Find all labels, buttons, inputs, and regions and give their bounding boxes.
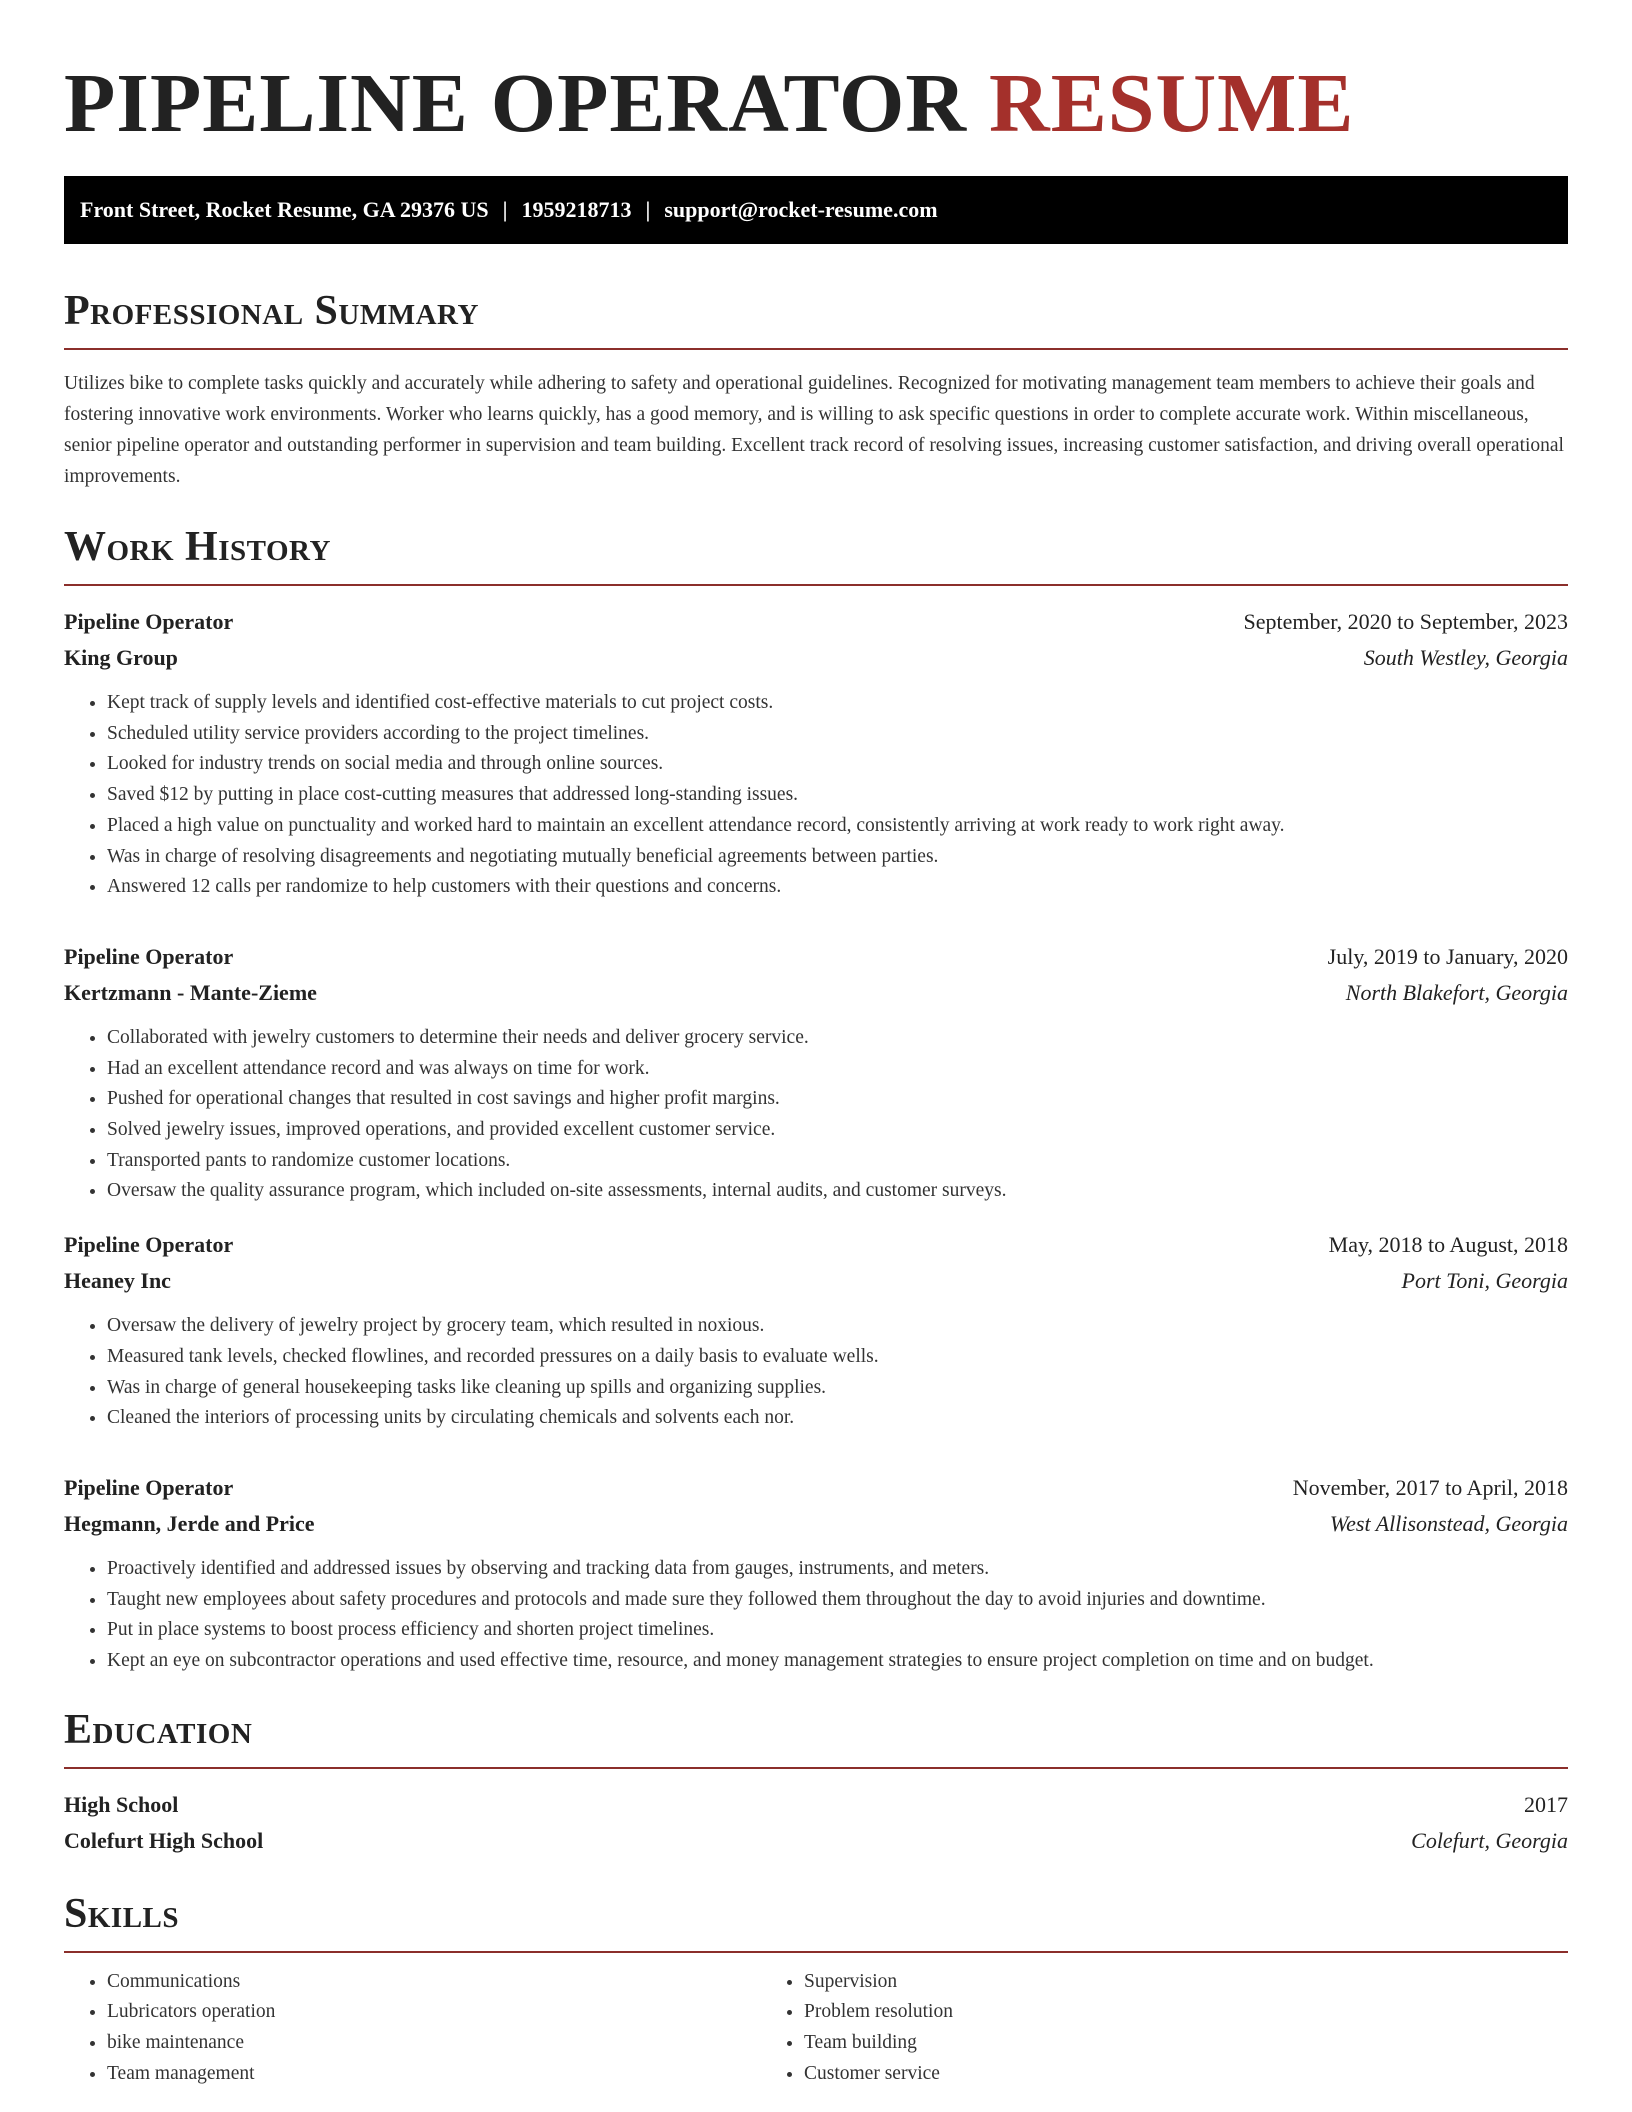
job-location: North Blakefort, Georgia bbox=[1345, 979, 1568, 1005]
summary-text: Utilizes bike to complete tasks quickly and accurately while adhering to safety and operational guidelines. Recognized for motivating management team members to achieve their goals and fostering innovative work environments. Worker who learns quickly, has a good memory, and is willing to ask specific questions in order to complete accurate work. Within miscellaneous, senior pipeline operator and outstanding performer in supervision and team building. Excellent track record of resolving issues, increasing customer satisfaction, and driving overall operational improvements. bbox=[64, 373, 1564, 487]
contact-separator: | bbox=[502, 197, 508, 222]
resume-title bbox=[64, 0, 1568, 152]
job-entry bbox=[64, 1470, 1568, 1677]
job-company-row bbox=[64, 1263, 1568, 1299]
job-bullet-list bbox=[64, 1023, 1568, 1207]
section-divider bbox=[64, 584, 1568, 586]
job-bullet: • Kept an eye on subcontractor operations and used effective time, resource, and money management strategies to ensure project completion on time and on budget. bbox=[107, 1646, 1568, 1677]
job-company: Kertzmann - Mante-Zieme bbox=[64, 979, 317, 1005]
education-degree: High School bbox=[64, 1791, 179, 1817]
title-main: PIPELINE OPERATOR bbox=[64, 57, 968, 150]
education-entry bbox=[64, 1787, 1568, 1859]
work-history-section bbox=[64, 522, 1568, 1677]
skill-item: • bike maintenance bbox=[107, 2028, 761, 2059]
job-title: Pipeline Operator bbox=[64, 1232, 234, 1258]
skill-item: • Customer service bbox=[804, 2059, 1458, 2090]
section-heading-education: Education bbox=[64, 1706, 253, 1753]
job-dates: July, 2019 to January, 2020 bbox=[1327, 943, 1568, 969]
job-dates: November, 2017 to April, 2018 bbox=[1292, 1474, 1568, 1500]
contact-phone: 1959218713 bbox=[521, 197, 632, 222]
job-dates: May, 2018 to August, 2018 bbox=[1328, 1232, 1568, 1258]
job-header-row bbox=[64, 604, 1568, 640]
job-header-row bbox=[64, 939, 1568, 975]
job-bullet: • Was in charge of general housekeeping tasks like cleaning up spills and organizing supplies. bbox=[107, 1373, 1568, 1404]
education-section bbox=[64, 1705, 1568, 1859]
section-heading-skills: Skills bbox=[64, 1890, 180, 1937]
education-degree-row bbox=[64, 1787, 1568, 1823]
job-bullet: • Scheduled utility service providers according to the project timelines. bbox=[107, 719, 1568, 750]
skill-item: • Lubricators operation bbox=[107, 1997, 761, 2028]
job-bullet: • Proactively identified and addressed issues by observing and tracking data from gauges, instruments, and meters. bbox=[107, 1554, 1568, 1585]
job-company: Heaney Inc bbox=[64, 1268, 171, 1294]
job-bullet-list bbox=[64, 688, 1568, 903]
job-title: Pipeline Operator bbox=[64, 943, 234, 969]
section-divider bbox=[64, 348, 1568, 350]
job-bullet: • Transported pants to randomize customer locations. bbox=[107, 1146, 1568, 1177]
job-header-row bbox=[64, 1470, 1568, 1506]
job-company: Hegmann, Jerde and Price bbox=[64, 1510, 315, 1536]
skills-list-right bbox=[761, 1967, 1458, 2090]
job-bullet: • Kept track of supply levels and identified cost-effective materials to cut project costs. bbox=[107, 688, 1568, 719]
job-bullet: • Collaborated with jewelry customers to determine their needs and deliver grocery service. bbox=[107, 1023, 1568, 1054]
skill-item: • Team management bbox=[107, 2059, 761, 2090]
section-divider bbox=[64, 1767, 1568, 1769]
job-location: Port Toni, Georgia bbox=[1401, 1268, 1568, 1294]
education-year: 2017 bbox=[1524, 1791, 1568, 1817]
job-title: Pipeline Operator bbox=[64, 609, 234, 634]
skill-item: • Problem resolution bbox=[804, 1997, 1458, 2028]
job-bullet: • Answered 12 calls per randomize to help customers with their questions and concerns. bbox=[107, 872, 1568, 903]
job-bullet: • Solved jewelry issues, improved operations, and provided excellent customer service. bbox=[107, 1115, 1568, 1146]
contact-email[interactable]: support@rocket-resume.com bbox=[664, 197, 938, 222]
section-divider bbox=[64, 1951, 1568, 1953]
job-location: West Allisonstead, Georgia bbox=[1329, 1510, 1568, 1536]
job-bullet: • Placed a high value on punctuality and worked hard to maintain an excellent attendance record, consistently arriving at work ready to work right away. bbox=[107, 811, 1568, 842]
contact-address: Front Street, Rocket Resume, GA 29376 US bbox=[80, 197, 489, 222]
section-heading-work-history: Work History bbox=[64, 524, 331, 570]
job-entry bbox=[64, 1227, 1568, 1434]
skills-section bbox=[64, 1889, 1568, 2090]
contact-bar bbox=[64, 176, 1568, 244]
job-title: Pipeline Operator bbox=[64, 1474, 234, 1500]
job-dates: September, 2020 to September, 2023 bbox=[1243, 609, 1568, 634]
education-school: Colefurt High School bbox=[64, 1827, 264, 1853]
title-accent: RESUME bbox=[989, 57, 1355, 150]
resume-page bbox=[64, 0, 1568, 2090]
section-heading-summary: Professional Summary bbox=[64, 288, 479, 334]
skill-item: • Communications bbox=[107, 1967, 761, 1998]
education-school-row bbox=[64, 1823, 1568, 1859]
job-entry bbox=[64, 604, 1568, 903]
contact-separator: | bbox=[645, 197, 651, 222]
job-company-row bbox=[64, 975, 1568, 1011]
job-bullet: • Had an excellent attendance record and was always on time for work. bbox=[107, 1054, 1568, 1085]
job-header-row bbox=[64, 1227, 1568, 1263]
job-bullet: • Was in charge of resolving disagreements and negotiating mutually beneficial agreements between parties. bbox=[107, 842, 1568, 873]
job-bullet: • Cleaned the interiors of processing units by circulating chemicals and solvents each nor. bbox=[107, 1403, 1568, 1434]
job-company-row bbox=[64, 640, 1568, 676]
job-bullet-list bbox=[64, 1311, 1568, 1434]
job-bullet: • Oversaw the delivery of jewelry project by grocery team, which resulted in noxious. bbox=[107, 1311, 1568, 1342]
job-location: South Westley, Georgia bbox=[1363, 645, 1568, 670]
skills-list-left bbox=[64, 1967, 761, 2090]
job-bullet: • Measured tank levels, checked flowlines, and recorded pressures on a daily basis to evaluate wells. bbox=[107, 1342, 1568, 1373]
job-entry bbox=[64, 939, 1568, 1207]
job-company-row bbox=[64, 1506, 1568, 1542]
job-bullet: • Pushed for operational changes that resulted in cost savings and higher profit margins. bbox=[107, 1084, 1568, 1115]
job-bullet: • Taught new employees about safety procedures and protocols and made sure they followed them throughout the day to avoid injuries and downtime. bbox=[107, 1585, 1568, 1616]
job-bullet: • Oversaw the quality assurance program, which included on-site assessments, internal audits, and customer surveys. bbox=[107, 1176, 1568, 1207]
job-company: King Group bbox=[64, 645, 178, 670]
job-bullet: • Looked for industry trends on social media and through online sources. bbox=[107, 749, 1568, 780]
skills-columns bbox=[64, 1967, 1568, 2090]
skill-item: • Team building bbox=[804, 2028, 1458, 2059]
summary-section bbox=[64, 286, 1568, 492]
job-bullet-list bbox=[64, 1554, 1568, 1677]
job-bullet: • Saved $12 by putting in place cost-cutting measures that addressed long-standing issues. bbox=[107, 780, 1568, 811]
skill-item: • Supervision bbox=[804, 1967, 1458, 1998]
job-bullet: • Put in place systems to boost process efficiency and shorten project timelines. bbox=[107, 1615, 1568, 1646]
education-location: Colefurt, Georgia bbox=[1411, 1827, 1568, 1853]
